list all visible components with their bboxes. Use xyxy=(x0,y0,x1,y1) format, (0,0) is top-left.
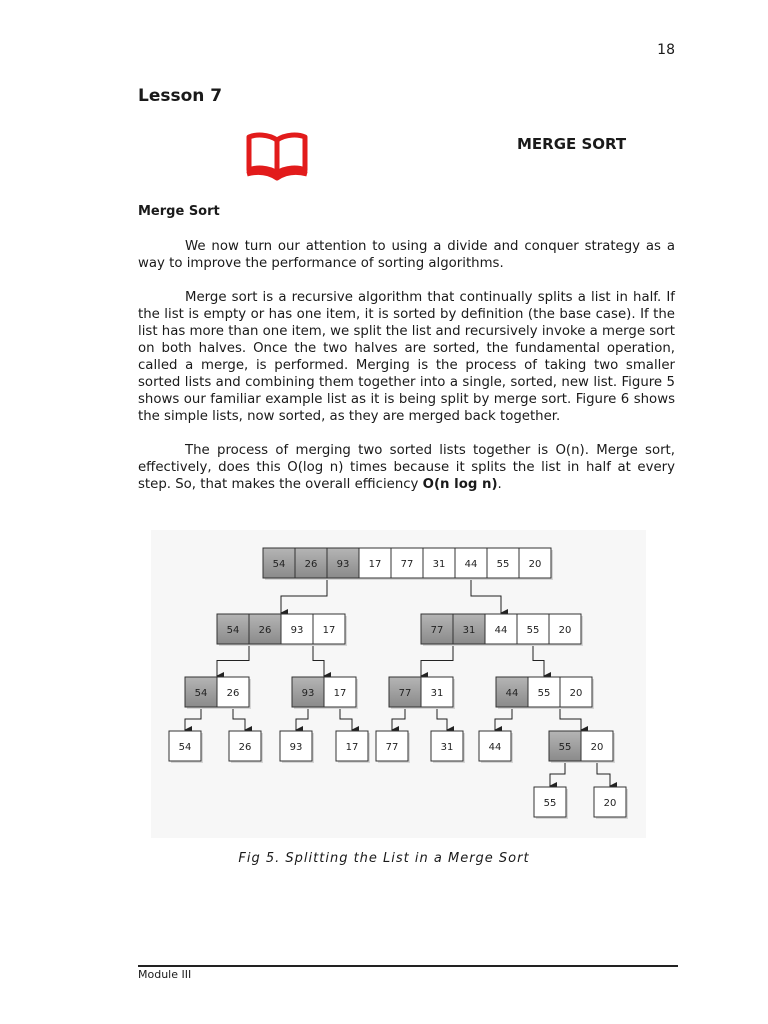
cell-value: 93 xyxy=(289,742,303,753)
page-number: 18 xyxy=(657,42,675,58)
cell-value: 77 xyxy=(385,742,399,753)
split-arrow xyxy=(437,707,447,730)
cell-value: 44 xyxy=(494,625,508,636)
split-arrow xyxy=(340,707,352,730)
paragraph-efficiency xyxy=(138,442,675,493)
cell-value: 20 xyxy=(569,688,583,699)
level2-list-1 xyxy=(421,614,583,646)
paragraph-intro-text: We now turn our attention to using a divide and conquer strategy as a way to improve the performance of sorting algorithms. xyxy=(138,239,675,271)
split-arrow xyxy=(550,761,565,786)
split-arrow xyxy=(533,644,544,676)
cell-value: 93 xyxy=(301,688,315,699)
cell-value: 20 xyxy=(558,625,572,636)
level3-list-2 xyxy=(389,677,455,709)
level3-list-3 xyxy=(496,677,594,709)
paragraph-algorithm xyxy=(138,289,675,425)
level3-list-0 xyxy=(185,677,251,709)
cell-value: 26 xyxy=(226,688,240,699)
open-book-icon xyxy=(244,130,310,182)
cell-value: 26 xyxy=(304,559,318,570)
cell-value: 17 xyxy=(333,688,347,699)
split-arrow xyxy=(495,707,512,730)
split-arrow xyxy=(217,644,249,676)
cell-value: 55 xyxy=(543,798,557,809)
footer-label: Module III xyxy=(138,968,192,981)
cell-value: 44 xyxy=(488,742,502,753)
footer-rule xyxy=(138,965,678,967)
split-arrow xyxy=(233,707,245,730)
cell-value: 31 xyxy=(462,625,476,636)
cell-value: 55 xyxy=(496,559,510,570)
split-arrow xyxy=(560,707,581,730)
figure-caption: Fig 5. Splitting the List in a Merge Sort xyxy=(238,851,530,866)
level4-list-1 xyxy=(229,731,263,763)
cell-value: 55 xyxy=(537,688,551,699)
cell-value: 20 xyxy=(603,798,617,809)
split-arrow xyxy=(392,707,405,730)
level3-list-1 xyxy=(292,677,358,709)
level4-list-2 xyxy=(280,731,314,763)
paragraph-algorithm-text: Merge sort is a recursive algorithm that continually splits a list in half. If the list is empty or has one item, it is sorted by definition (the base case). If the list has more than one item, we split the list and recursively invoke a merge sort on both halves. Once the two halves are sorted, the fundamental operation, called a merge, is performed. Merging is the process of taking two smaller sorted lists and combining them together into a single, sorted, new list. Figure 5 shows our familiar example list as it is being split by merge sort. Figure 6 shows the simple lists, now sorted, as they are merged back together. xyxy=(138,290,675,424)
cell-value: 17 xyxy=(345,742,359,753)
paragraph-efficiency-text: The process of merging two sorted lists together is O(n). Merge sort, effectively, does this O(log n) times because it splits the list in half at every step. So, that makes the overall efficiency xyxy=(138,443,675,492)
split-arrow xyxy=(281,578,327,613)
level4-list-7 xyxy=(549,731,615,763)
cell-value: 55 xyxy=(526,625,540,636)
cell-value: 77 xyxy=(400,559,414,570)
level5-list-0 xyxy=(534,787,568,819)
cell-value: 54 xyxy=(178,742,192,753)
cell-value: 31 xyxy=(440,742,454,753)
cell-value: 20 xyxy=(590,742,604,753)
split-arrow xyxy=(185,707,201,730)
paragraph-efficiency-end: . xyxy=(497,477,502,492)
split-arrow xyxy=(296,707,308,730)
split-arrow xyxy=(597,761,610,786)
level4-list-6 xyxy=(479,731,513,763)
split-arrow xyxy=(471,578,501,613)
merge-sort-diagram xyxy=(151,530,646,838)
level2-list-0 xyxy=(217,614,347,646)
cell-value: 54 xyxy=(272,559,286,570)
paragraph-intro xyxy=(138,238,675,272)
cell-value: 55 xyxy=(558,742,572,753)
split-arrow xyxy=(313,644,324,676)
level4-list-3 xyxy=(336,731,370,763)
section-heading: Merge Sort xyxy=(138,204,220,219)
cell-value: 44 xyxy=(464,559,478,570)
cell-value: 44 xyxy=(505,688,519,699)
cell-value: 17 xyxy=(322,625,336,636)
efficiency-bold: O(n log n) xyxy=(422,477,498,492)
lesson-title: Lesson 7 xyxy=(138,86,223,106)
level4-list-4 xyxy=(376,731,410,763)
level1-list-0 xyxy=(263,548,553,580)
cell-value: 77 xyxy=(398,688,412,699)
cell-value: 93 xyxy=(336,559,350,570)
cell-value: 93 xyxy=(290,625,304,636)
cell-value: 26 xyxy=(238,742,252,753)
cell-value: 31 xyxy=(432,559,446,570)
merge-sort-figure xyxy=(151,530,646,838)
split-arrow xyxy=(421,644,453,676)
cell-value: 54 xyxy=(226,625,240,636)
cell-value: 54 xyxy=(194,688,208,699)
topic-title: MERGE SORT xyxy=(517,135,627,153)
level4-list-0 xyxy=(169,731,203,763)
cell-value: 77 xyxy=(430,625,444,636)
cell-value: 20 xyxy=(528,559,542,570)
level4-list-5 xyxy=(431,731,465,763)
cell-value: 31 xyxy=(430,688,444,699)
level5-list-1 xyxy=(594,787,628,819)
cell-value: 17 xyxy=(368,559,382,570)
cell-value: 26 xyxy=(258,625,272,636)
